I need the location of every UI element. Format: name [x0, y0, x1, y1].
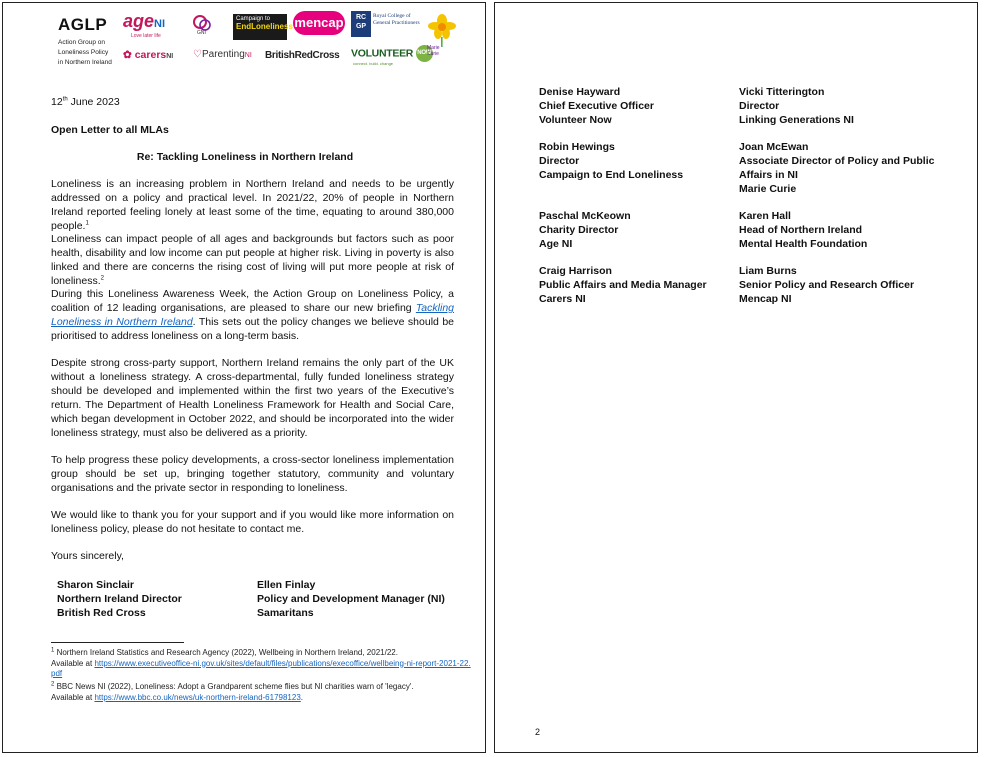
- daffodil-icon: [425, 13, 459, 65]
- footnote-2-available: Available at: [51, 692, 95, 702]
- signatory-role: Chief Executive Officer: [539, 100, 654, 112]
- paragraph-5: To help progress these policy developments, a cross-sector loneliness implementation group should be set up, bringing together statutory, community and voluntary organisations and the private sector in responding to loneliness.: [51, 454, 454, 494]
- signatory-block: [539, 140, 683, 182]
- parenting-ni-logo-word: Parenting: [201, 49, 245, 60]
- campaign-end-loneliness-logo: [233, 14, 293, 40]
- briefing-link[interactable]: Tackling Loneliness in Northern Ireland: [51, 302, 454, 328]
- volunteer-now-logo: [351, 45, 433, 62]
- signatory-block: [257, 578, 445, 620]
- signatory-role: Policy and Development Manager (NI): [257, 593, 445, 605]
- british-red-cross-logo: BritishRedCross: [265, 50, 340, 61]
- signatory-org: Age NI: [539, 238, 573, 250]
- paragraph-1-text: Loneliness is an increasing problem in Northern Ireland and needs to be urgently addressed on a policy and practical level. In 2021/22, 20% of people in Northern Ireland reported feeling lonely at least some of the time, equating to around 380,000 people.: [51, 178, 454, 232]
- date-rest: June 2023: [67, 96, 120, 108]
- signatory-role: Director: [539, 155, 580, 167]
- paragraph-3: [51, 287, 454, 343]
- heart-icon: ♡: [193, 49, 202, 60]
- age-ni-tagline: Love later life: [131, 33, 161, 39]
- signatory-block: [739, 264, 914, 306]
- footnote-2-number: 2: [51, 681, 55, 688]
- footnote-ref-1[interactable]: 1: [85, 220, 89, 227]
- carers-ni-logo-word: carers: [134, 49, 167, 61]
- volunteer-now-tagline: connect. build. change: [353, 61, 394, 66]
- footnote-1-text: Northern Ireland Statistics and Research Agency (2022), Wellbeing in Northern Ireland, 2021/22.: [54, 648, 398, 657]
- signatory-role: Associate Director of Policy and Public: [739, 155, 935, 167]
- signatory-role: Director: [739, 100, 780, 112]
- signatory-org: Linking Generations NI: [739, 114, 854, 126]
- signatory-org: Campaign to End Loneliness: [539, 169, 684, 181]
- marie-curie-logo-text: Marie Curie: [427, 45, 440, 57]
- rcgp-logo-mark: RC GP: [351, 11, 371, 37]
- age-ni-logo-ni: NI: [154, 18, 166, 30]
- signatory-org: Marie Curie: [739, 183, 797, 195]
- signatory-name: Vicki Titterington: [739, 86, 825, 98]
- footnote-1-available: Available at: [51, 658, 95, 668]
- footnote-1-number: 1: [51, 647, 55, 654]
- aglp-logo: AGLP: [58, 15, 108, 34]
- paragraph-6: We would like to thank you for your support and if you would like more information on loneliness policy, please do not hesitate to contact me.: [51, 509, 454, 535]
- aglp-logo-subtitle: Action Group on Loneliness Policy in Northern Ireland: [58, 39, 112, 66]
- signatory-role: Charity Director: [539, 224, 619, 236]
- signatory-block: [739, 140, 934, 196]
- signatory-name: Joan McEwan: [739, 141, 809, 153]
- signatory-org: Mencap NI: [739, 293, 792, 305]
- rcgp-logo-text: Royal College of General Practitioners: [373, 13, 420, 26]
- signatory-block: [539, 209, 631, 251]
- letter-page-2: [494, 2, 978, 753]
- paragraph-3-text-b: . This sets out the policy changes we believe should be prioritised to address loneliness on a long-term basis.: [51, 316, 454, 342]
- signatory-name: Paschal McKeown: [539, 210, 631, 222]
- signatory-name: Denise Hayward: [539, 86, 621, 98]
- footnote-2-text: BBC News NI (2022), Loneliness: Adopt a Grandparent scheme flies but NI charities warn of 'legacy'.: [54, 682, 414, 691]
- signatory-name: Sharon Sinclair: [57, 579, 135, 591]
- signatory-role-continued: Affairs in NI: [739, 169, 798, 181]
- signatory-block: [739, 209, 867, 251]
- ctel-logo-top: Campaign to: [236, 16, 271, 22]
- age-ni-logo: [123, 11, 165, 32]
- paragraph-2-text: Loneliness can impact people of all ages and backgrounds but factors such as poor health, disability and low income can put people at higher risk. Living in poverty is also linked and there are concerns the rising cost of living will put more people at risk of loneliness.: [51, 233, 454, 287]
- mencap-logo: mencap: [293, 11, 345, 35]
- parenting-ni-logo: [193, 49, 252, 60]
- footnote-2-link[interactable]: https://www.bbc.co.uk/news/uk-northern-ireland-61798123: [94, 692, 301, 702]
- signatory-role: Head of Northern Ireland: [739, 224, 863, 236]
- signatory-block: [539, 85, 654, 127]
- parenting-ni-logo-ni: NI: [244, 52, 252, 59]
- footnote-2: [51, 682, 471, 703]
- footnote-1: [51, 648, 471, 680]
- paragraph-4: Despite strong cross-party support, Northern Ireland remains the only part of the UK without a loneliness strategy. A cross-departmental, fully funded loneliness strategy should be developed and implemented within the first two years of the Executive’s return. The Department of Health Loneliness Framework for Health and Social Care, which began development in October 2022, and should be incorporated into the wider loneliness strategy, must also be delivered as a priority.: [51, 357, 454, 439]
- signatory-name: Karen Hall: [739, 210, 791, 222]
- signatory-name: Ellen Finlay: [257, 579, 316, 591]
- date-suffix: th: [62, 96, 68, 103]
- ctel-logo-main: EndLoneliness: [236, 22, 293, 31]
- date-day: 12: [51, 96, 63, 108]
- logo-banner: [53, 11, 463, 69]
- linking-generations-logo-text: GNI: [197, 30, 206, 35]
- signatory-name: Robin Hewings: [539, 141, 615, 153]
- carers-ni-logo: [123, 49, 173, 61]
- volunteer-now-logo-badge: NOW: [416, 45, 433, 62]
- paragraph-2: [51, 232, 454, 288]
- letter-date: [51, 95, 120, 109]
- signatory-block: [539, 264, 707, 306]
- volunteer-now-logo-word: VOLUNTEER: [351, 47, 414, 60]
- page-number: 2: [535, 727, 541, 737]
- signatory-role: Public Affairs and Media Manager: [539, 279, 707, 291]
- carers-ni-logo-icon: ✿: [123, 49, 135, 61]
- signatory-role: Senior Policy and Research Officer: [739, 279, 915, 291]
- letter-subject: Re: Tackling Loneliness in Northern Ireland: [136, 151, 354, 163]
- letter-closing: Yours sincerely,: [51, 550, 124, 562]
- linking-generations-logo-icon: [191, 13, 213, 35]
- signatory-org: Carers NI: [539, 293, 586, 305]
- carers-ni-logo-ni: NI: [166, 53, 174, 60]
- signatory-name: Liam Burns: [739, 265, 797, 277]
- paragraph-3-text-a: During this Loneliness Awareness Week, the Action Group on Loneliness Policy, a coalition of 12 leading organisations, are pleased to share our new briefing: [51, 288, 454, 314]
- footnote-ref-2[interactable]: 2: [100, 275, 104, 282]
- footnote-1-link[interactable]: https://www.executiveoffice-ni.gov.uk/sites/default/files/publications/execoffice/wellbeing-ni-report-2021-22.pdf: [51, 658, 471, 678]
- signatory-org: British Red Cross: [57, 607, 146, 619]
- footnote-2-end: .: [300, 692, 304, 702]
- letter-addressee: Open Letter to all MLAs: [51, 124, 169, 136]
- signatory-block: [57, 578, 182, 620]
- signatory-org: Mental Health Foundation: [739, 238, 868, 250]
- signatory-name: Craig Harrison: [539, 265, 612, 277]
- signatory-role: Northern Ireland Director: [57, 593, 182, 605]
- letter-page-1: [2, 2, 486, 753]
- footnote-divider: [51, 642, 184, 643]
- signatory-org: Volunteer Now: [539, 114, 612, 126]
- paragraph-1: [51, 177, 454, 233]
- signatory-org: Samaritans: [257, 607, 314, 619]
- age-ni-logo-word: age: [123, 11, 155, 31]
- signatory-block: [739, 85, 854, 127]
